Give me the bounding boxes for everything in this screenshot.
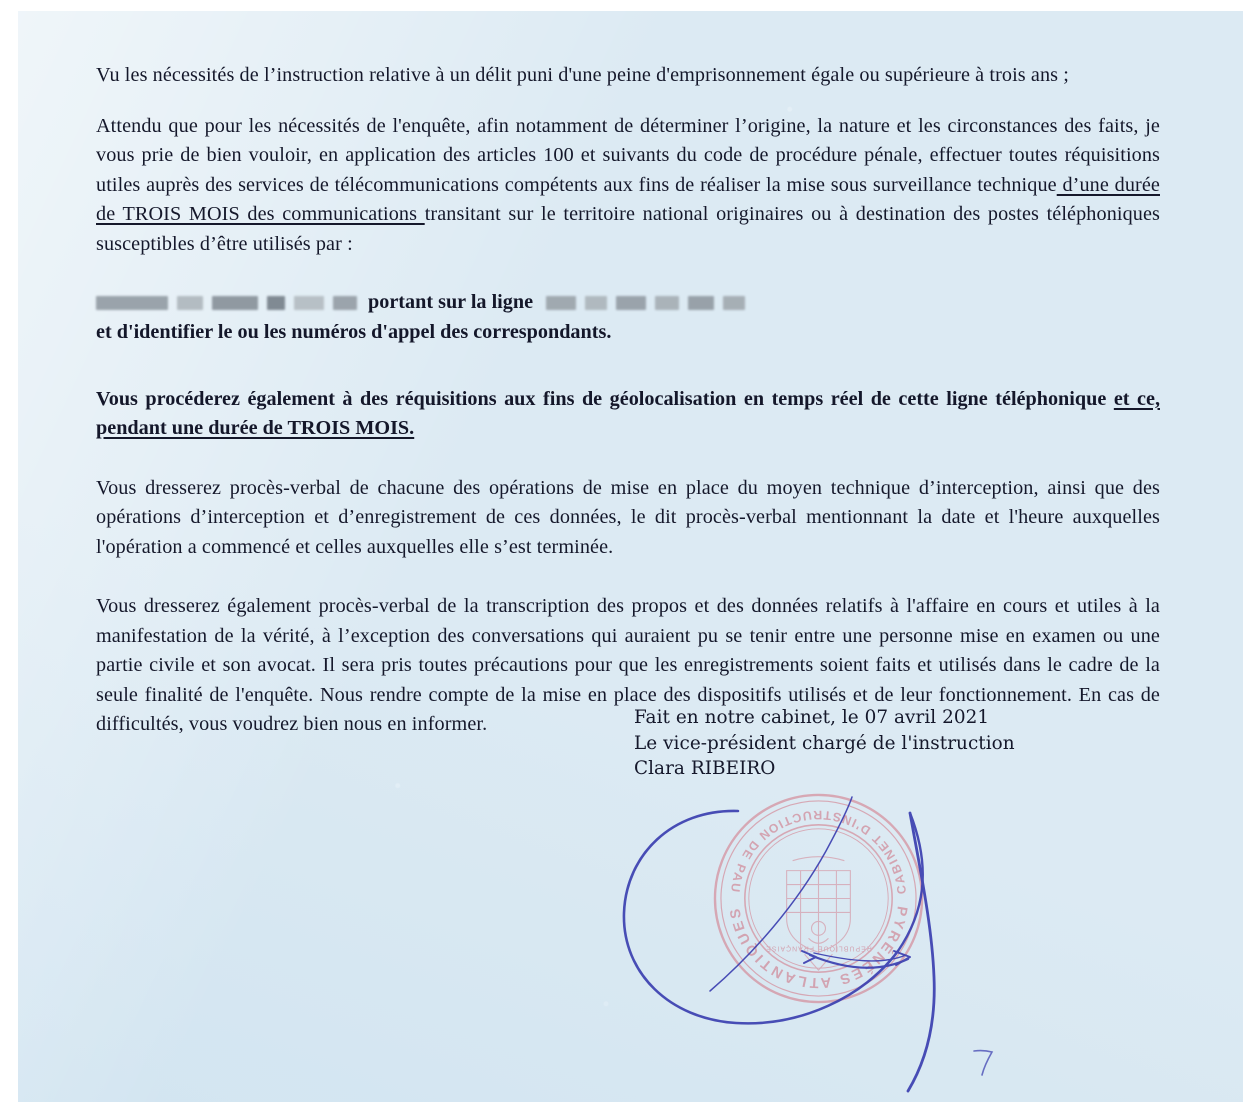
- paragraph-attendu: [96, 112, 1160, 260]
- redacted-identity-line: [96, 289, 1160, 316]
- paragraph-geolocalisation-before: Vous procéderez également à des réquisitions aux fins de géolocalisation en temps réel de cette ligne téléphonique: [96, 387, 1114, 410]
- redaction-block: [616, 296, 646, 310]
- redaction-block: [585, 296, 607, 310]
- redaction-block: [333, 296, 357, 310]
- signature-date-line: Fait en notre cabinet, le 07 avril 2021: [634, 707, 990, 728]
- redaction-group-right: [546, 296, 745, 310]
- document-body: [96, 61, 1160, 740]
- redaction-block: [546, 296, 576, 310]
- redaction-block: [267, 296, 285, 310]
- paragraph-attendu-before: Attendu que pour les nécessités de l'enquête, afin notamment de déterminer l’origine, la nature et les circonstances des faits, je vous prie de bien vouloir, en application des articles 100 et suivants du code de procédure pénale, effectuer toutes réquisitions utiles auprès des services de télécommunications compétents aux fins de réaliser la mise sous surveillance technique: [96, 114, 1160, 196]
- paragraph-proces-verbal: Vous dresserez procès-verbal de chacune des opérations de mise en place du moyen technique d’interception, ainsi que des opérations d’interception et d’enregistrement de ces données, le dit procès-verbal mentionnant la date et l'heure auxquelles l'opération a commencé et celles auxquelles elle s’est terminée.: [96, 476, 1160, 558]
- signature-name-line: Clara RIBEIRO: [634, 758, 776, 779]
- paragraph-geolocalisation-underlined: et ce, pendant une durée de TROIS MOIS.: [96, 387, 1160, 439]
- redaction-block: [723, 296, 745, 310]
- official-stamp-icon: [709, 789, 928, 1008]
- redaction-group-left: [96, 296, 357, 310]
- paragraph-vu: Vu les nécessités de l’instruction relative à un délit puni d'une peine d'emprisonnement égale ou supérieure à trois ans ;: [96, 64, 1069, 86]
- pen-initial-mark: [968, 1045, 998, 1079]
- redaction-block: [177, 296, 203, 310]
- redaction-block: [212, 296, 258, 310]
- redaction-block: [294, 296, 324, 310]
- paragraph-attendu-underlined: d’une durée de TROIS MOIS des communications: [96, 173, 1160, 225]
- spacer: [96, 369, 1160, 385]
- redaction-block: [688, 296, 714, 310]
- paragraph-transcription: Vous dresserez également procès-verbal de la transcription des propos et des données relatifs à l'affaire en cours et utiles à la manifestation de la vérité, à l’exception des conversations qui auraient pu se tenir entre une personne mise en examen ou une partie civile et son avocat. Il sera pris toutes précautions pour que les enregistrements soient faits et utilisés dans le cadre de la seule finalité de l'enquête. Nous rendre compte de la mise en place des dispositifs utilisés et de leur fonctionnement. En cas de difficultés, vous voudrez bien nous en informer.: [96, 595, 1160, 735]
- redaction-block: [655, 296, 679, 310]
- paragraph-attendu-after: transitant sur le territoire national originaires ou à destination des postes téléphoniques susceptibles d’être utilisés par :: [96, 203, 1160, 255]
- spacer: [96, 465, 1160, 474]
- scanned-page: [18, 11, 1243, 1102]
- paragraph-geolocalisation: [96, 385, 1160, 444]
- paragraph-identifier-numeros: et d'identifier le ou les numéros d'appel des correspondants.: [96, 321, 612, 343]
- svg-text:CABINET D'INSTRUCTION DE PAU: CABINET D'INSTRUCTION DE PAU: [727, 807, 910, 895]
- spacer: [96, 280, 1160, 289]
- signature-text-block: [634, 705, 1015, 782]
- svg-text:PYRÉNÉES ATLANTIQUES: PYRÉNÉES ATLANTIQUES: [727, 904, 910, 991]
- spacer: [96, 583, 1160, 592]
- svg-text:RÉPUBLIQUE FRANÇAISE: RÉPUBLIQUE FRANÇAISE: [765, 944, 872, 952]
- redaction-block: [96, 296, 168, 310]
- redacted-line-middle-text: portant sur la ligne: [368, 291, 534, 313]
- signature-role-line: Le vice-président chargé de l'instruction: [634, 732, 1015, 754]
